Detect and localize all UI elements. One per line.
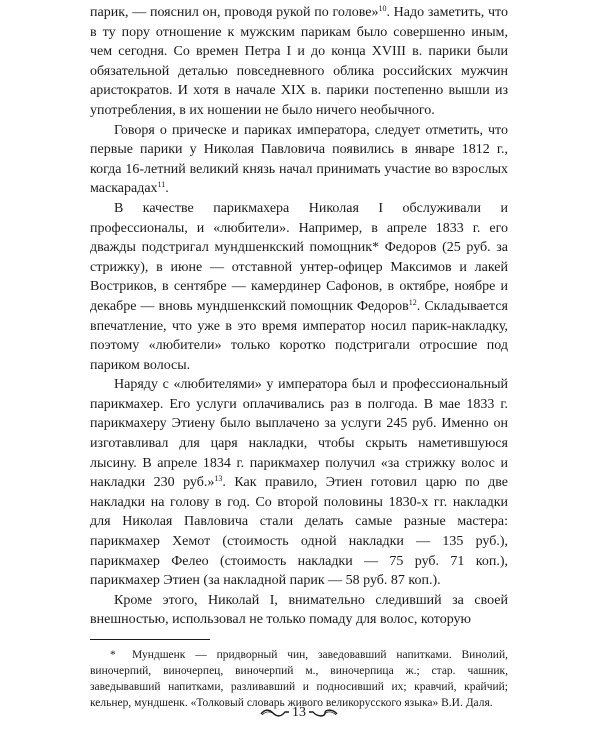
paragraph-2: Говоря о прическе и париках императора, следует отметить, что первые парики у Николая Павловича появились в январе 1812 г., когда 16-летний великий князь начал принимать участие во взрослых маскарадах$^{11}$. — [90, 122, 508, 197]
footnote-ref-10: 10 — [378, 4, 387, 13]
footnote-text: Мундшенк — придворный чин, заведовавший напитками. Винолий, виночерпий, виночерпец, виночерпий м., виночерпица ж.; стар. чашник, заведывавший напитками, разливавший и подносивший их; кравчий, крайчий; кельнер, мундшенк. «Толковый словарь живого великорусского языка» В.И. Даля. — [90, 649, 508, 709]
paragraph-3: В качестве парикмахера Николая I обслуживали и профессионалы, и «любители». Например, в апреле 1833 г. его дважды подстригал мундшенкский помощник* Федоров (25 руб. за стрижку), в июне — отставной унтер-офицер Максимов и лакей Востриков, в сентябре — камердинер Сафонов, в октябре, ноябре и декабре — вновь мундшенкский помощник Федоров$^{12}$. Складывается впечатление, что уже в это время император носил парик-накладку, поэтому «любители» только коротко подстригали отросшие под париком волосы. — [90, 200, 508, 373]
footnote-marker: * — [110, 649, 116, 661]
page-number-block — [90, 705, 508, 721]
left-swash-ornament-icon — [260, 708, 290, 718]
paragraph-4: Наряду с «любителями» у императора был и профессиональный парикмахер. Его услуги оплачивались раз в полгода. В мае 1833 г. парикмахеру Этиену было выплачено за услуги 245 руб. Именно он изготавливал для царя накладки, чтобы скрыть наметившуюся лысину. В апреле 1834 г. парикмахер получил «за стрижку волос и накладки 230 руб.»$^{13}$. Как правило, Этиен готовил царю по две накладки на голову в год. Со второй половины 1830-х гг. накладки для Николая Павловича стали делать самые разные мастера: парикмахер Хемот (стоимость одной накладки — 135 руб.), парикмахер Фелео (стоимость накладки — 75 руб. 71 коп.), парикмахер Этиен (за накладной парик — 58 руб. 87 коп.). — [90, 377, 508, 589]
paragraph-5: Кроме этого, Николай I, внимательно следивший за своей внешностью, использовал не только помаду для волос, которую — [90, 592, 508, 628]
footnote-ref-13: 13 — [214, 474, 223, 484]
right-swash-ornament-icon — [308, 708, 338, 718]
footnote-ref-12: 12 — [408, 297, 417, 307]
page-number: 13 — [292, 705, 306, 720]
footnote-ref-11: 11 — [157, 180, 166, 190]
footnote — [90, 647, 508, 711]
footnote-divider — [90, 639, 210, 640]
paragraph-1: парик, — пояснил он, проводя рукой по голове»$^{10}$. Надо заметить, что в ту пору отношение к мужским парикам было совершенно иным, чем сегодня. Со времен Петра I и до конца XVIII в. парики были обязательной деталью повседневного облика российских мужчин аристократов. И хотя в начале XIX в. парики постепенно вышли из употребления, в их ношении не было ничего необычного. — [90, 4, 508, 118]
book-page — [90, 3, 508, 711]
